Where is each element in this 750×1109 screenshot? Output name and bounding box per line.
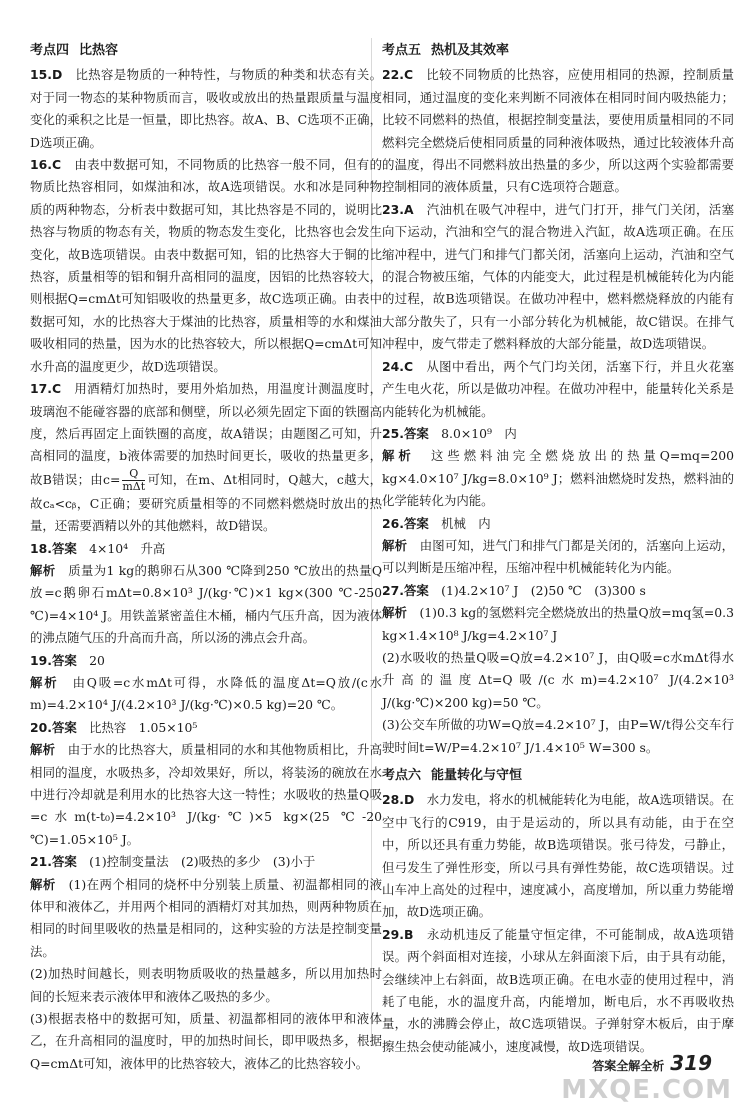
section-heading-5: 考点五 热机及其效率 — [382, 43, 510, 58]
answer-19: 19.答案 20 解析 由Q吸=c水mΔt可得，水降低的温度Δt=Q放/(c水m)=4.2×10⁴ J/(4.2×10³ J/(kg·℃)×0.5 kg)=20 ℃。 — [30, 652, 383, 713]
answer-15: 15.D 比热容是物质的一种特性，与物质的种类和状态有关。对于同一物态的某种物质而言，吸收或放出的热量跟质量与温度变化的乘积之比是一恒量，即比热容。故A、B、C选项不正确，D选项正确。 — [30, 67, 383, 150]
answer-29: 29.B 永动机违反了能量守恒定律，不可能制成，故A选项错误。两个斜面相对连接，小球从左斜面滚下后，由于具有动能，会继续冲上右斜面，故B选项正确。在电水壶的使用过程中，消耗了电能，水的温度升高，内能增加，断电后，水不再吸收热量，水的沸腾会停止，故C选项错误。子弹射穿木板后，由于摩擦生热会使动能减小，速度减慢，故D选项错误。 — [382, 926, 735, 1054]
answer-17: 17.C 用酒精灯加热时，要用外焰加热，用温度计测温度时，玻璃泡不能碰容器的底部和侧壁，所以必须先固定下面的铁圈高度，然后再固定上面铁圈的高度，故A错误；由题图乙可知，升高相同的温度，b液体需要的加热时间更长，吸收的热量更多，故B错误；由c= $\frac{Q}{\text{mΔt}}$ 可知，在m、Δt相同时，Q越大，c越大，故cₐ<cᵦ，C正确；要研究质量相等的不同燃料燃烧时放出的热量，还需要酒精以外的其他燃料，故D错误。 — [30, 381, 383, 534]
answer-23: 23.A 汽油机在吸气冲程中，进气门打开，排气门关闭，活塞向下运动，汽油和空气的混合物进入汽缸，故A选项正确。在压缩冲程中，进气门和排气门都关闭，活塞向上运动，汽油和空气的混合物被压缩，气体的内能变大，此过程是机械能转化为内能的过程，故B选项错误。在做功冲程中，燃料燃烧释放的内能有大部分散失了，只有一小部分转化为机械能，故C错误。在排气冲程中，废气带走了燃料释放的大部分能量，故D选项错误。 — [382, 201, 735, 352]
page-number: 319 — [670, 1051, 712, 1075]
answer-16: 16.C 由表中数据可知，不同物质的比热容一般不同，但有的物质比热容相同，如煤油和冰，故A选项错误。水和冰是同种物质的两种物态，分析表中数据可知，其比热容是不同的，说明比热容与物质的物态有关，物质的物态发生变化，比热容也会发生变化，故B选项错误。由表中数据可知，铝的比热容大于铜的比热容，质量相等的铝和铜升高相同的温度，因铝的比热容较大，则根据Q=cmΔt可知铝吸收的热量更多，故C选项正确。由表中数据可知，水的比热容大于煤油的比热容，质量相等的水和煤油吸收相同的热量，因为水的比热容较大，所以根据Q=cmΔt可知水升高的温度更少，故D选项错误。 — [30, 157, 383, 374]
section-heading-6: 考点六 能量转化与守恒 — [382, 768, 523, 783]
left-column — [30, 40, 382, 1075]
fraction-c: $\frac{Q}{\text{mΔt}}$ — [122, 466, 146, 493]
watermark-logo: MXQE.COM — [561, 1075, 732, 1105]
answer-24: 24.C 从图中看出，两个气门均关闭，活塞下行，并且火花塞产生电火花，所以是做功冲程。在做功冲程中，能量转化关系是内能转化为机械能。 — [382, 358, 735, 419]
right-column — [382, 40, 734, 1058]
answer-28: 28.D 水力发电，将水的机械能转化为电能，故A选项错误。在空中飞行的C919，由于是运动的，所以具有动能，由于在空中，所以还具有重力势能，故B选项错误。张弓待发，弓静止，但弓发生了弹性形变，所以弓具有弹性势能，故C选项错误。过山车冲上高处的过程中，速度减小，高度增加，所以重力势能增加，故D选项正确。 — [382, 792, 735, 920]
answer-26: 26.答案 机械 内 解析 由图可知，进气门和排气门都是关闭的，活塞向上运动，可以判断是压缩冲程，压缩冲程中机械能转化为内能。 — [382, 515, 734, 576]
footer-label: 答案全解全析 — [592, 1059, 665, 1073]
answer-20: 20.答案 比热容 1.05×10⁵ 解析 由于水的比热容大，质量相同的水和其他物质相比，升高相同的温度，水吸热多，冷却效果好，所以，将装汤的碗放在水中进行冷却就是利用水的比热容大这一特性；水吸收的热量Q吸=c水m(t-t₀)=4.2×10³ J/(kg·℃)×5 kg×(25 ℃-20 ℃)=1.05×10⁵ J。 — [30, 719, 382, 847]
answer-22: 22.C 比较不同物质的比热容，应使用相同的热源，控制质量相同，通过温度的变化来判断不同液体在相同时间内吸热能力；比较不同燃料的热值，根据控制变量法，要使用质量相同的不同燃料完全燃烧后使相同质量的同种液体吸热，通过比较液体升高的温度，得出不同燃料放出热量的多少，所以这两个实验都需要控制相同的液体质量，只有C选项符合题意。 — [382, 67, 735, 195]
answer-21: 21.答案 (1)控制变量法 (2)吸热的多少 (3)小于 解析 (1)在两个相同的烧杯中分别装上质量、初温都相同的液体甲和液体乙，并用两个相同的酒精灯对其加热，则两种物质在相同的时间里吸收的热量是相同的，这种实验的方法是控制变量法。 (2)加热时间越长，则表明物质吸收的热量越多，所以用加热时间的长短来表示液体甲和液体乙吸热的多少。 (3)根据表格中的数据可知，质量、初温都相同的液体甲和液体乙，在升高相同的温度时，甲的加热时间长，即甲吸热多，根据Q=cmΔt可知，液体甲的比热容较大，液体乙的比热容较小。 — [30, 854, 383, 1071]
section-heading-4: 考点四 比热容 — [30, 43, 119, 58]
answer-25: 25.答案 8.0×10⁹ 内 解析 这些燃料油完全燃烧放出的热量Q=mq=200 kg×4.0×10⁷ J/kg=8.0×10⁹ J；燃料油燃烧时发热，燃料油的化学能转化为内能。 — [382, 425, 735, 509]
page-footer — [592, 1051, 712, 1075]
answer-27: 27.答案 (1)4.2×10⁷ J (2)50 ℃ (3)300 s 解析 (1)0.3 kg的氢燃料完全燃烧放出的热量Q放=mq氢=0.3 kg×1.4×10⁸ J/kg=4.2×10⁷ J (2)水吸收的热量Q吸=Q放=4.2×10⁷ J，由Q吸=c水mΔt得水升高的温度Δt=Q吸/(c水m)=4.2×10⁷ J/(4.2×10³ J/(kg·℃)×200 kg)=50 ℃。 (3)公交车所做的功W=Q放=4.2×10⁷ J，由P=W/t得公交车行驶时间t=W/P=4.2×10⁷ J/1.4×10⁵ W=300 s。 — [382, 582, 734, 755]
answer-18: 18.答案 4×10⁴ 升高 解析 质量为1 kg的鹅卵石从300 ℃降到250 ℃放出的热量Q放=c鹅卵石mΔt=0.8×10³ J/(kg·℃)×1 kg×(300 ℃-250 ℃)=4×10⁴ J。用铁盖紧密盖住木桶，桶内气压升高，因为液体的沸点随气压的升高而升高，所以汤的沸点会升高。 — [30, 540, 383, 646]
